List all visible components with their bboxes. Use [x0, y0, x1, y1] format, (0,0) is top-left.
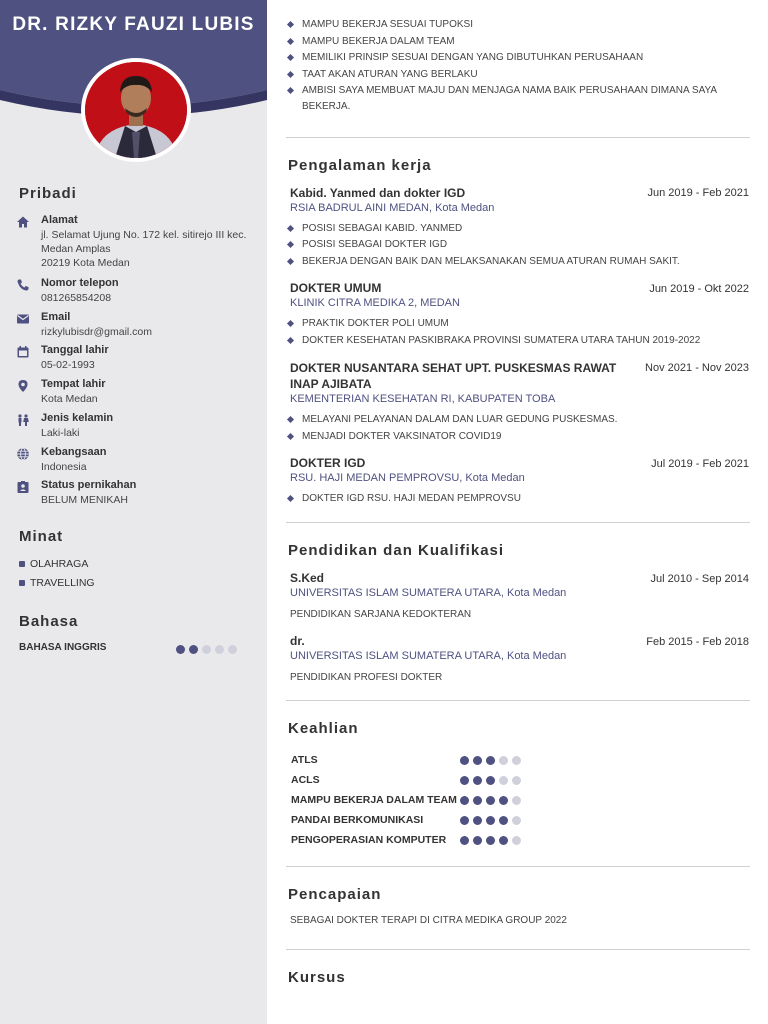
skills-heading: Keahlian — [288, 720, 359, 737]
skill-name: PENGOPERASIAN KOMPUTER — [291, 834, 447, 846]
job-bullet: MENJADI DOKTER VAKSINATOR COVID19 — [288, 429, 728, 445]
bahasa-heading: Bahasa — [19, 613, 79, 630]
education-date: Jul 2010 - Sep 2014 — [650, 573, 749, 585]
rating-dot-empty — [512, 816, 521, 825]
job-bullet: BEKERJA DENGAN BAIK DAN MELAKSANAKAN SEMUA ATURAN RUMAH SAKIT. — [288, 254, 728, 270]
divider — [286, 137, 750, 138]
profile-name: DR. RIZKY FAUZI LUBIS — [12, 14, 255, 35]
marital-status-label: Status pernikahan — [41, 479, 137, 491]
bullet-square-icon — [19, 561, 25, 567]
job-title: DOKTER IGD — [290, 456, 366, 470]
home-icon — [16, 215, 30, 229]
rating-dot-empty — [512, 836, 521, 845]
rating-dot-filled — [473, 756, 482, 765]
rating-dot-empty — [512, 796, 521, 805]
sidebar — [0, 0, 267, 1024]
rating-dot-empty — [215, 645, 224, 654]
rating-dot-filled — [460, 836, 469, 845]
rating-dot-filled — [473, 796, 482, 805]
rating-dot-empty — [512, 756, 521, 765]
job-bullet: MELAYANI PELAYANAN DALAM DAN LUAR GEDUNG PUSKESMAS. — [288, 412, 728, 428]
birthplace-value: Kota Medan — [41, 393, 98, 405]
language-level-dots — [176, 645, 237, 654]
interest-label: OLAHRAGA — [30, 558, 89, 570]
rating-dot-empty — [228, 645, 237, 654]
interest-item — [19, 558, 88, 570]
education-heading: Pendidikan dan Kualifikasi — [288, 542, 505, 559]
skill-name: PANDAI BERKOMUNIKASI — [291, 814, 424, 826]
phone-icon — [16, 278, 30, 292]
rating-dot-filled — [473, 776, 482, 785]
main-content — [267, 0, 768, 1024]
birthplace-label: Tempat lahir — [41, 378, 106, 390]
rating-dot-filled — [176, 645, 185, 654]
marital-status-value: BELUM MENIKAH — [41, 494, 128, 506]
job-bullet: POSISI SEBAGAI KABID. YANMED — [288, 221, 728, 237]
skill-level-dots — [460, 756, 521, 765]
job-title: DOKTER UMUM — [290, 281, 382, 295]
job-bullet: DOKTER KESEHATAN PASKIBRAKA PROVINSI SUMATERA UTARA TAHUN 2019-2022 — [288, 333, 728, 349]
rating-dot-filled — [460, 796, 469, 805]
gender-value: Laki-laki — [41, 427, 80, 439]
summary-item: MAMPU BEKERJA SESUAI TUPOKSI — [288, 17, 728, 33]
skill-level-dots — [460, 816, 521, 825]
education-date: Feb 2015 - Feb 2018 — [646, 636, 749, 648]
rating-dot-filled — [499, 796, 508, 805]
job-bullet: PRAKTIK DOKTER POLI UMUM — [288, 316, 728, 332]
phone-label: Nomor telepon — [41, 277, 119, 289]
education-degree: S.Ked — [290, 571, 325, 585]
rating-dot-empty — [499, 756, 508, 765]
gender-label: Jenis kelamin — [41, 412, 114, 424]
summary-item: MAMPU BEKERJA DALAM TEAM — [288, 34, 728, 50]
rating-dot-filled — [460, 776, 469, 785]
job-title: DOKTER NUSANTARA SEHAT UPT. PUSKESMAS RAWAT INAP AJIBATA — [290, 361, 617, 391]
job-bullet: POSISI SEBAGAI DOKTER IGD — [288, 237, 728, 253]
divider — [286, 700, 750, 701]
education-degree: dr. — [290, 634, 305, 648]
birthdate-value: 05-02-1993 — [41, 359, 95, 371]
address-label: Alamat — [41, 214, 78, 226]
divider — [286, 522, 750, 523]
rating-dot-filled — [499, 836, 508, 845]
job-date: Jun 2019 - Okt 2022 — [649, 283, 749, 295]
rating-dot-filled — [486, 836, 495, 845]
job-organization: RSU. HAJI MEDAN PEMPROVSU, Kota Medan — [290, 472, 525, 484]
pribadi-heading: Pribadi — [19, 185, 77, 202]
email-icon — [16, 312, 30, 326]
rating-dot-filled — [460, 756, 469, 765]
bullet-square-icon — [19, 580, 25, 586]
rating-dot-filled — [460, 816, 469, 825]
email-label: Email — [41, 311, 71, 323]
birthdate-label: Tanggal lahir — [41, 344, 109, 356]
job-date: Jun 2019 - Feb 2021 — [647, 187, 749, 199]
id-badge-icon — [16, 480, 30, 494]
job-organization: RSIA BADRUL AINI MEDAN, Kota Medan — [290, 202, 495, 214]
job-bullet: DOKTER IGD RSU. HAJI MEDAN PEMPROVSU — [288, 491, 728, 507]
profile-photo — [81, 58, 191, 162]
summary-item: MEMILIKI PRINSIP SESUAI DENGAN YANG DIBUTUHKAN PERUSAHAAN — [288, 50, 728, 66]
nationality-value: Indonesia — [41, 461, 87, 473]
achievement-item: SEBAGAI DOKTER TERAPI DI CITRA MEDIKA GROUP 2022 — [290, 915, 567, 926]
rating-dot-empty — [202, 645, 211, 654]
education-institution: UNIVERSITAS ISLAM SUMATERA UTARA, Kota Medan — [290, 650, 567, 662]
email-value: rizkylubisdr@gmail.com — [41, 326, 153, 338]
location-icon — [16, 379, 30, 393]
skill-name: ACLS — [291, 774, 320, 786]
skill-level-dots — [460, 836, 521, 845]
nationality-label: Kebangsaan — [41, 446, 107, 458]
job-organization: KLINIK CITRA MEDIKA 2, MEDAN — [290, 297, 460, 309]
rating-dot-empty — [512, 776, 521, 785]
calendar-icon — [16, 345, 30, 359]
rating-dot-filled — [486, 776, 495, 785]
job-organization: KEMENTERIAN KESEHATAN RI, KABUPATEN TOBA — [290, 393, 556, 405]
job-date: Jul 2019 - Feb 2021 — [651, 458, 749, 470]
skill-name: MAMPU BEKERJA DALAM TEAM — [291, 794, 457, 806]
interest-item — [19, 577, 95, 589]
interest-label: TRAVELLING — [30, 577, 95, 589]
rating-dot-filled — [486, 816, 495, 825]
education-description: PENDIDIKAN PROFESI DOKTER — [290, 672, 443, 683]
job-date: Nov 2021 - Nov 2023 — [645, 362, 749, 374]
achievements-heading: Pencapaian — [288, 886, 382, 903]
address-value: jl. Selamat Ujung No. 172 kel. sitirejo III kec. Medan Amplas 20219 Kota Medan — [41, 229, 247, 269]
rating-dot-filled — [499, 816, 508, 825]
courses-heading: Kursus — [288, 969, 346, 986]
education-description: PENDIDIKAN SARJANA KEDOKTERAN — [290, 609, 472, 620]
gender-icon — [16, 413, 30, 427]
minat-heading: Minat — [19, 528, 64, 545]
rating-dot-empty — [499, 776, 508, 785]
education-institution: UNIVERSITAS ISLAM SUMATERA UTARA, Kota Medan — [290, 587, 567, 599]
summary-item: AMBISI SAYA MEMBUAT MAJU DAN MENJAGA NAMA BAIK PERUSAHAAN DIMANA SAYA BEKERJA. — [288, 83, 728, 115]
rating-dot-filled — [473, 816, 482, 825]
rating-dot-filled — [486, 756, 495, 765]
summary-item: TAAT AKAN ATURAN YANG BERLAKU — [288, 67, 728, 83]
language-name: BAHASA INGGRIS — [19, 642, 107, 653]
phone-value: 081265854208 — [41, 292, 112, 304]
rating-dot-filled — [486, 796, 495, 805]
job-title: Kabid. Yanmed dan dokter IGD — [290, 186, 466, 200]
skill-name: ATLS — [291, 754, 318, 766]
experience-heading: Pengalaman kerja — [288, 157, 432, 174]
divider — [286, 866, 750, 867]
skill-level-dots — [460, 796, 521, 805]
divider — [286, 949, 750, 950]
rating-dot-filled — [473, 836, 482, 845]
rating-dot-filled — [189, 645, 198, 654]
globe-icon — [16, 447, 30, 461]
skill-level-dots — [460, 776, 521, 785]
